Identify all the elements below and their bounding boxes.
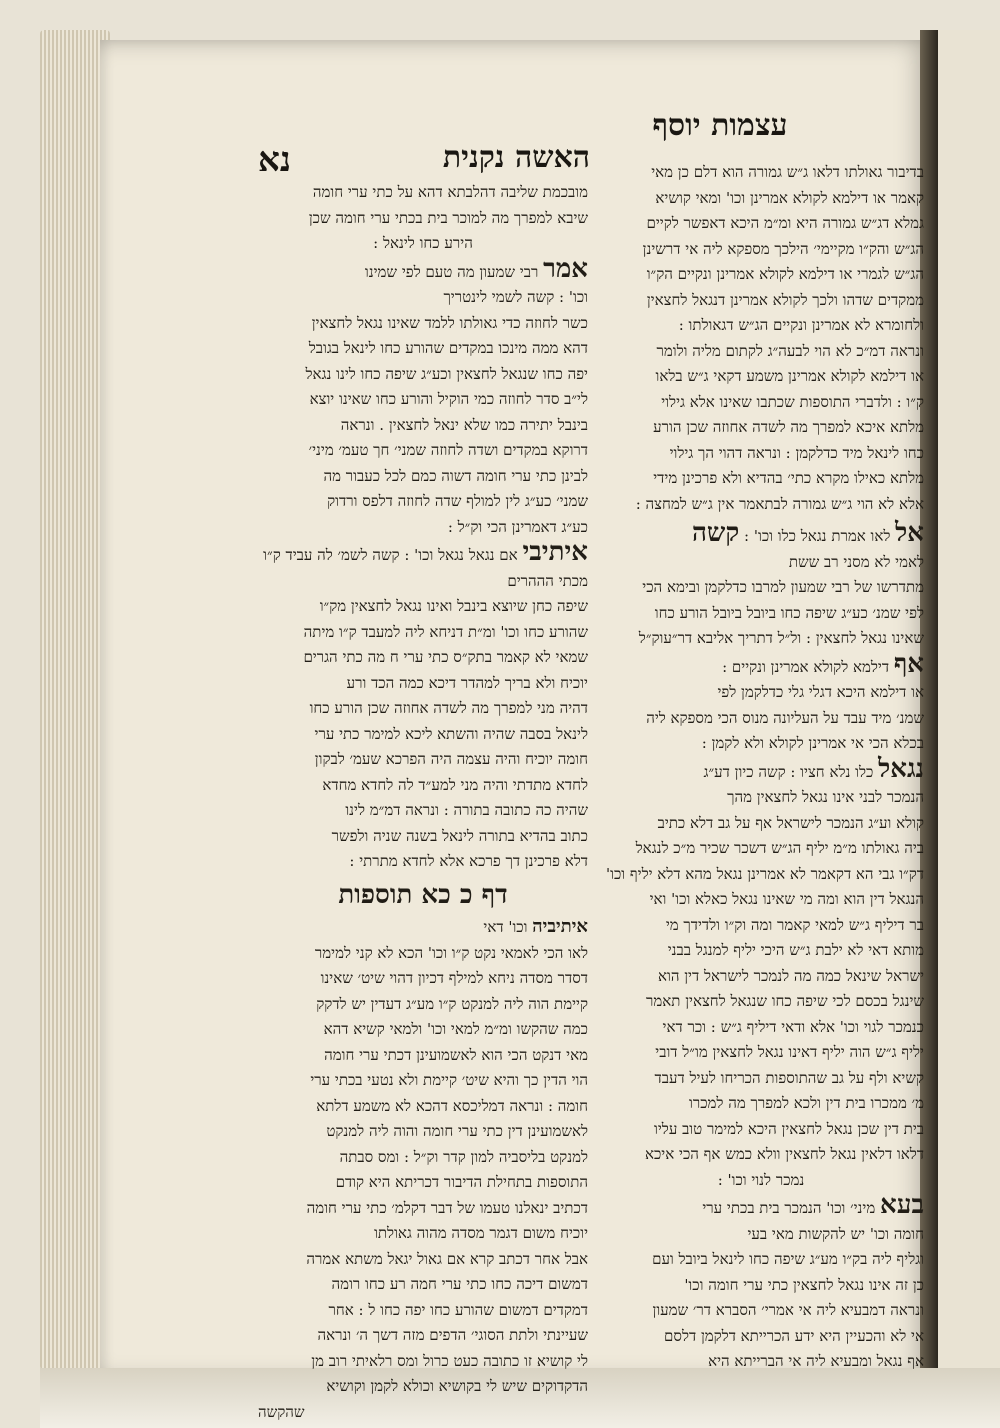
text-line: בינבל יתירה כמו שלא ינאל לחצאין . ונראה bbox=[340, 415, 588, 434]
text-line: בר דיליף ג״ש למאי קאמר ומה וק״ו ולדידך מי bbox=[665, 915, 924, 934]
text-line: יוכיח משום דגמר מסדה מהוה גאולתו bbox=[374, 1224, 588, 1242]
catchword: שהקשה bbox=[258, 1402, 305, 1421]
text-line: מובכמת שליבה דהלבתא דהא על כתי ערי חומה bbox=[312, 183, 588, 201]
text-line: או דילמא היכא דגלי גלי כדלקמן לפי bbox=[717, 683, 924, 701]
text-line: הוי הדין כך והיא שיט׳ קיימת ולא נטעי בכתי ערי bbox=[310, 1071, 588, 1089]
text-line: דמשום דיכה כחו כתי ערי חמה רע כחו רומה bbox=[331, 1275, 588, 1293]
lemma-word: אמר bbox=[543, 253, 588, 284]
right-col-block-5 bbox=[598, 1190, 924, 1375]
text-line: כנמכר לגוי וכו' אלא ודאי דיליף ג״ש : וכר דאי bbox=[662, 1017, 924, 1036]
text-line: הירע כחו לינאל : bbox=[373, 234, 473, 252]
left-text-column bbox=[258, 180, 588, 1425]
text-line: קיימת הוה ליה למנקט ק״ו מע״ג דעדין יש לדקק bbox=[316, 994, 588, 1013]
text-line: כן זה אינו נגאל לחצאין כתי ערי חומה וכו' bbox=[684, 1275, 924, 1294]
text-line: שהורע כחו וכו' ומ״ת דניחא ליה למעבד ק״ו מיתה bbox=[303, 622, 588, 641]
text-line: שיבא למפרך מה למוכר בית בכתי ערי חומה שכן bbox=[308, 208, 588, 227]
text-line: רבי שמעון מה טעם לפי שמינו bbox=[364, 262, 539, 281]
text-line: התוספות בתחילת הדיבור דכריתא היא קודם bbox=[335, 1173, 588, 1191]
text-line: חומה יוכיח והיה עצמה היה הפרכא שעמ׳ לבקון bbox=[314, 750, 588, 768]
lemma-word: אל bbox=[895, 518, 924, 548]
text-line: ביה גאולתו מ״מ יליף הג״ש דשכר שכיר מ״כ לנגאל bbox=[635, 839, 924, 857]
text-line: כחו לינאל מיד כדלקמן : ונראה דהוי הך גילוי bbox=[669, 443, 924, 462]
lemma-word: נגאל bbox=[878, 753, 924, 784]
text-line: קולא וע״ג הנמכר לישראל אף על גב דלא כתיב bbox=[657, 813, 924, 832]
text-line: הדקדוקים שיש לי בקושיא וכולא לקמן וקושיא bbox=[326, 1377, 588, 1395]
lemma-word: קשה bbox=[691, 518, 740, 548]
text-line: דכתיב ינאלנו טעמו של דבר דקלמ׳ כתי ערי חומה bbox=[306, 1198, 588, 1217]
lemma-word: איתיבי bbox=[522, 537, 588, 567]
text-line: בדיבור גאולתו דלאו ג״ש גמורה הוא דלם כן מאי bbox=[651, 163, 924, 181]
text-line: יוכיח ולא בריך למהדר דיכא כמה הכד ורע bbox=[346, 673, 588, 692]
text-line: וכו' : קשה לשמי לינטריך bbox=[443, 288, 588, 306]
text-line: מאי דנקט הכי הוא לאשמועינן דכתי ערי חומה bbox=[324, 1045, 588, 1064]
text-line: מתדרשו של רבי שמעון למרבו כדלקמן ובימא הכי bbox=[642, 578, 924, 596]
text-line: דמקדים דמשום שהורע כחו יפה כחו ל : אחר bbox=[328, 1300, 588, 1319]
text-line: חומה : ונראה דמליכסא דהכא לא משמע דלתא bbox=[316, 1096, 588, 1115]
text-line: לבינן כתי ערי חומה דשוה כמם לכל כעבור מה bbox=[323, 466, 588, 485]
text-line: כלו נלא חציו : קשה כיון דע״ג bbox=[703, 762, 874, 781]
text-line: חומה וכו' יש להקשות מאי בעי bbox=[747, 1224, 924, 1243]
text-line: לי קושיא זו כתובה כעט כרול ומס רלאיתי רוב מן bbox=[311, 1351, 588, 1370]
text-line: אלא לא הוי ג״ש גמורה לבתאמר אין ג״ש למחצה : bbox=[635, 494, 924, 513]
text-line: דהיה מני למפרך מה לשדה אחוזה שכן הורע כחו bbox=[309, 699, 588, 717]
text-line: דילמא לקולא אמרינן ונקיים : bbox=[722, 657, 890, 676]
text-line: כמה שהקשו ומ״מ למאי וכו' ולמאי קשיא דהא bbox=[323, 1020, 588, 1038]
text-line: דהא ממה מינכו במקדים שהורע כחו לינאל בגובל bbox=[308, 339, 588, 357]
text-line: דרוקא במקדים ושדה לחוזה שמני׳ חך טעמ׳ מיני׳ bbox=[308, 441, 588, 459]
text-line: כע״ג דאמרינן הכי וק״ל : bbox=[447, 517, 588, 536]
text-line: שינגל בכסם לכי שיפה כחו שנגאל לחצאין תאמר bbox=[646, 992, 924, 1010]
text-line: לפי שמנ׳ כע״ג שיפה כחו ביובל ביובל הורע כחו bbox=[654, 603, 924, 622]
text-line: יליף ג״ש הוה יליף דאינו נגאל לחצאין מו״ל דובי bbox=[655, 1043, 924, 1061]
left-col-block-2 bbox=[258, 253, 588, 541]
text-line: שהיה כה כתובה בתורה : ונראה דמ״מ לינו bbox=[345, 801, 588, 819]
text-line: ק״ו : ולדברי התוספות שכתבו שאינו אלא גילוי bbox=[661, 392, 924, 411]
right-col-block-3 bbox=[598, 648, 924, 757]
text-line: אם נגאל נגאל וכו' : קשה לשמ׳ לה עביד ק״ו bbox=[263, 546, 518, 564]
text-line: קשיא ולף על גב שהתוספות הכריחו לעיל דעבד bbox=[654, 1068, 924, 1087]
left-col-block-4 bbox=[258, 914, 588, 1425]
text-line: דסדר מסדה ניחא למילף דכיון דהוי שיט׳ שאינו bbox=[320, 969, 588, 987]
text-line: שמני׳ כע״ג לין למולף שדה לחוזה דלפס ורדוק bbox=[327, 492, 588, 510]
text-line: מותא דאי לא ילבת ג״ש היכי יליף למנגל בבני bbox=[667, 941, 924, 959]
text-line: או דילמא לקולא אמרינן משמע דקאי ג״ש בלאו bbox=[655, 367, 924, 385]
right-text-column bbox=[598, 160, 924, 1375]
text-line: וכו' דאי bbox=[483, 918, 528, 936]
lemma-word: אף bbox=[893, 648, 924, 679]
text-line: למנקט בליסביה למון קדר וק״ל : ומס סבתה bbox=[339, 1147, 588, 1166]
text-line: אי לא והכעיין היא ידע הכרייתא דלקמן דלסם bbox=[664, 1326, 924, 1345]
lemma-word: בעא bbox=[880, 1190, 924, 1220]
text-line: אבל אחר דכתב קרא אם גאול יגאל משתא אמרה bbox=[306, 1249, 588, 1268]
right-col-block-1 bbox=[598, 160, 924, 517]
text-line: שאינו נגאל לחצאין : ול״ל דתריך אליבא דר״עוק״ל bbox=[638, 629, 924, 647]
text-line: דלא פרכינן דך פרכא אלא לחדא מתרתי : bbox=[349, 852, 588, 870]
text-line: שמאי לא קאמר בתק״ס כתי ערי ח מה כתי הגרים bbox=[303, 648, 588, 666]
text-line: לאו הכי לאמאי נקט ק״ו וכו' הכא לא קני למימר bbox=[314, 943, 588, 962]
facing-page-edge bbox=[936, 30, 1000, 1410]
text-line: בכלא הכי אי אמרינן לקולא ולא לקמן : bbox=[701, 734, 924, 752]
text-line: ונראה דמבעיא ליה אי אמרי׳ הסברא דר׳ שמעון bbox=[652, 1301, 924, 1319]
section-heading: דף כ כא תוספות bbox=[338, 879, 508, 910]
text-line: שיפה כחן שיוצא בינבל ואינו נגאל לחצאין מק״ו bbox=[319, 597, 588, 615]
text-line: הג״ש לגמרי או דילמא לקולא אמרינן ונקיים הק״ו bbox=[646, 265, 924, 283]
right-col-block-4 bbox=[598, 753, 924, 1194]
text-line: וגליף ליה בק״ו מע״ג שיפה כחו לינאל ביובל ועם bbox=[652, 1250, 924, 1268]
text-line: שעיינתי ולתת הסוגי׳ הדפים מזה דשך ה׳ ונראה bbox=[317, 1326, 588, 1344]
text-line: מלתא איכא למפרך מה לשדה אחוזה שכן הורע bbox=[653, 418, 924, 436]
text-line: הנמכר לבני אינו נגאל לחצאין מהך bbox=[727, 788, 924, 806]
text-line: קאמר או דילמא לקולא אמרינן וכו' ומאי קושיא bbox=[655, 188, 924, 207]
left-running-head: האשה נקנית bbox=[442, 140, 590, 175]
left-col-block-3 bbox=[258, 537, 588, 875]
text-line: מיני׳ וכו' הנמכר בית בכתי ערי bbox=[702, 1199, 876, 1217]
text-line: הג״ש והק״ו מקיימי׳ הילכך מספקא ליה אי דרשינן bbox=[642, 239, 924, 258]
text-line: גמלא דג״ש גמורה היא ומ״מ היכא דאפשר לקיים bbox=[646, 214, 924, 232]
text-line: מ׳ ממכרו בית דין ולכא למפרך מה למכרו bbox=[689, 1094, 924, 1112]
text-line: לחדא מתדתי והיה מני למע״ד לה לחדא מחדא bbox=[322, 775, 588, 794]
text-line: בית דין שכן נגאל לחצאין היכא למימר טוב עליו bbox=[654, 1119, 924, 1138]
page-number: נא bbox=[258, 140, 291, 180]
text-line: שמנ׳ מיד עבד על העליונה מנוס הכי מספקא ליה bbox=[646, 708, 924, 727]
text-line: נמכר לנוי וכו' : bbox=[717, 1170, 805, 1189]
left-col-block-1 bbox=[258, 180, 588, 257]
text-line: מכתי הההרים bbox=[507, 571, 588, 590]
text-line: לאמי לא מסני רב ששת bbox=[788, 552, 924, 571]
text-line: הנגאל דין הוא ומה מי שאינו נגאל כאלא וכו' ואי bbox=[649, 890, 924, 908]
text-line: מלתא כאילו מקרא כתי׳ בהדיא ולא פרכינן מידי bbox=[653, 469, 924, 487]
text-line: ממקדים שדהו ולכך לקולא אמרינן דנגאל לחצאין bbox=[646, 290, 924, 309]
text-line: לינאל בסבה שהיה והשתא ליכא למימר כתי ערי bbox=[314, 724, 588, 743]
text-line: דלאו דלאין נגאל לחצאין וולא כמש אף הכי איכא bbox=[644, 1145, 924, 1163]
text-line: דק״ו גבי הא דקאמר לא אמרינן נגאל מהא דלא יליף וכו' bbox=[605, 864, 924, 883]
text-line: לי״ב סדר לחוזה כמי הוקיל והורע כחו שאינו יוצא bbox=[309, 390, 588, 408]
lemma-word: איתיביה bbox=[532, 916, 588, 937]
text-line: ולחומרא לא אמרינן ונקיים הג״ש דגאולתו : bbox=[678, 316, 924, 334]
text-line: יפה כחו שנגאל לחצאין וכע״ג שיפה כחו לינו נגאל bbox=[305, 364, 588, 383]
text-line: כתוב בהדיא בתורה לינאל בשנה שניה ולפשר bbox=[331, 826, 588, 845]
text-line: אף נגאל ומבעיא ליה אי הברייתא היא bbox=[708, 1352, 924, 1370]
text-line: ישראל שינאל כמה מה לנמכר לישראל דין הוא bbox=[657, 966, 924, 985]
text-line: לאו אמרת נגאל כלו וכו' : bbox=[744, 527, 891, 545]
text-line: כשר לחוזה כדי גאולתו ללמד שאינו נגאל לחצאין bbox=[311, 313, 588, 332]
text-line: לאשמועינן דין כתי ערי חומה והוה ליה למנקט bbox=[326, 1122, 588, 1140]
text-line: ונראה דמ״כ לא הוי לבעה״ג לקתום מליה ולומר bbox=[656, 341, 924, 360]
right-col-block-2 bbox=[598, 518, 924, 652]
right-running-head: עצמות יוסף bbox=[652, 108, 788, 143]
